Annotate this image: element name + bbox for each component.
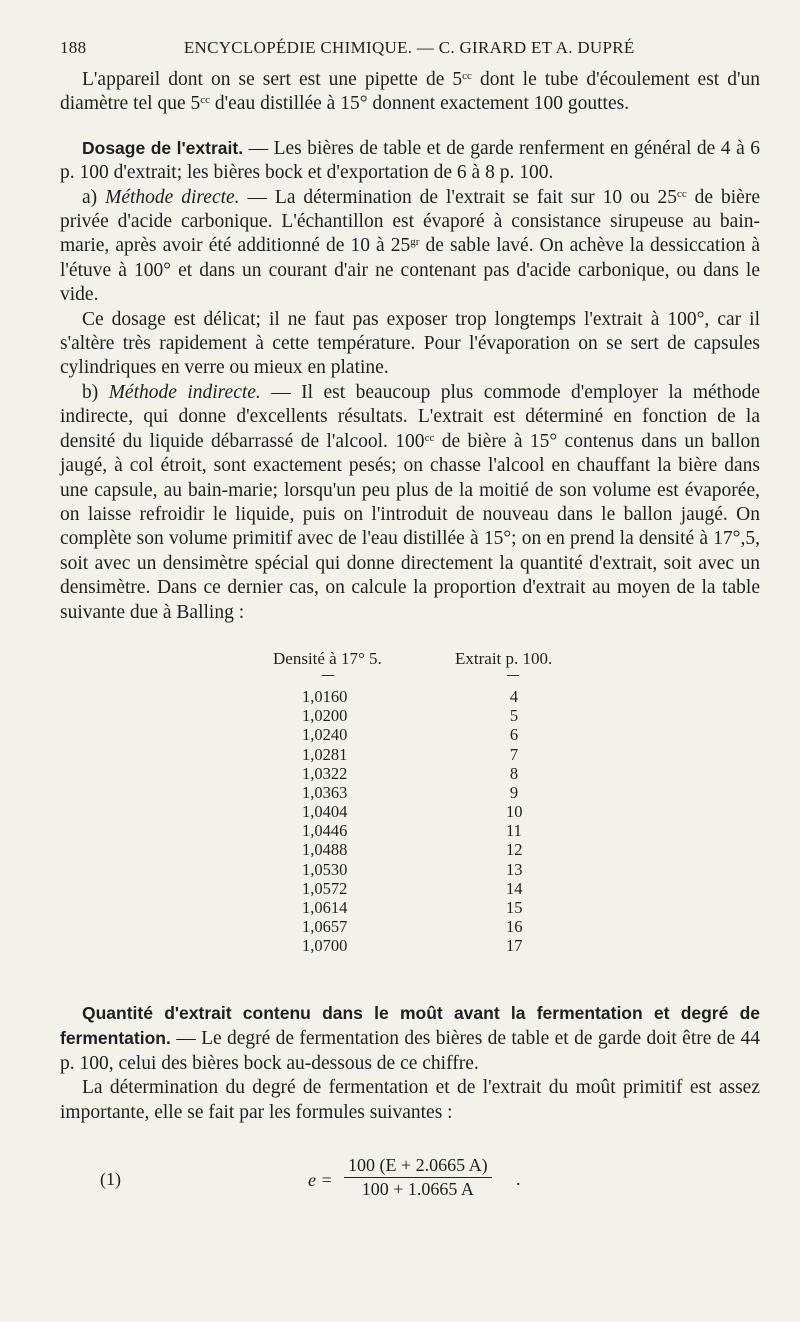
running-title: ENCYCLOPÉDIE CHIMIQUE. — C. GIRARD ET A. DUPRÉ [183,38,635,57]
formula-fraction [344,1155,492,1200]
table-row [60,745,760,764]
extract-value: 11 [506,821,522,841]
density-value: 1,0446 [302,821,348,841]
extract-value: 6 [509,725,519,745]
extract-value: 14 [506,878,523,898]
density-value: 1,0404 [302,802,348,822]
table-header-density: Densité à 17° 5. [273,648,382,668]
table-body [60,687,760,956]
table-row [60,706,760,725]
paragraph-quantite-extrait: Quantité d'extrait contenu dans le moût avant la fermentation et degré de fermentation. — Le degré de fermentation des bières de table et de garde doit être de 44 p. 100, celui des bières bock au-dessous de ce chiffre. [60,1002,760,1074]
page-number: 188 [60,38,87,57]
paragraph-methode-indirecte: b) Méthode indirecte. — Il est beaucoup plus commode d'employer la méthode indirecte, qui donne d'excellents résultats. L'extrait est déterminé en fonction de la densité du liquide débarrassé de l'alcool. $100^{cc}$ de bière à 15° contenus dans un ballon jaugé, à col étroit, sont exactement pesés; on chasse l'alcool en chauffant la bière dans une capsule, au bain-marie; lorsqu'un peu plus de la moitié de son volume est évaporée, on laisse refroidir le liquide, puis on l'introduit de nouveau dans le ballon jaugé. On complète son volume primitif avec de l'eau distillée à 15°; on en prend la densité à 17°,5, soit avec un densimètre spécial qui donne directement la quantité d'extrait, soit avec un densimètre. Dans ce dernier cas, on calcule la proportion d'extrait au moyen de la table suivante due à Balling : [60,381,761,623]
density-value: 1,0240 [302,725,348,745]
density-value: 1,0657 [302,917,348,937]
table-row [60,687,760,706]
table-row [60,936,760,955]
formula-number: (1) [100,1168,121,1189]
extract-value: 9 [509,782,519,802]
paragraph-methode-directe: a) Méthode directe. — La détermination de l'extrait se fait sur 10 ou $25^{cc}$ de bière privée d'acide carbonique. L'échantillon est évaporé à consistance sirupeuse au bain-marie, après avoir été additionné de 10 à $25^{gr}$ de sable lavé. On achève la dessiccation à l'étuve à 100° et dans un courant d'air ne contenant pas d'acide carbonique, ou dans le vide. [60,186,760,306]
table-row [60,783,760,802]
extract-value: 16 [506,917,523,937]
table-row [60,840,760,859]
density-value: 1,0488 [302,840,348,860]
table-row [60,898,760,917]
extract-value: 10 [506,802,523,822]
table-row [60,860,760,879]
density-value: 1,0572 [302,878,348,898]
formula-1 [60,1155,760,1205]
density-value: 1,0281 [302,744,348,764]
table-row [60,917,760,936]
table-header-rule [507,675,519,676]
extract-value: 15 [506,898,523,917]
formula-end: . [516,1168,521,1189]
table-row [60,764,760,783]
table-row [60,821,760,840]
running-header [60,38,760,58]
extract-value: 17 [506,936,523,956]
extract-value: 8 [509,763,519,783]
table-header-extract: Extrait p. 100. [455,648,553,668]
page [60,38,760,1205]
extract-value: 4 [509,686,519,706]
density-value: 1,0160 [302,686,348,706]
table-row [60,725,760,744]
table-row [60,802,760,821]
balling-table [60,649,760,971]
paragraph-dosage-extrait: Dosage de l'extrait. — Les bières de table et de garde renferment en général de 4 à 6 p. 100 d'extrait; les bières bock et d'exportation de 6 à 8 p. 100. [60,137,760,184]
paragraph-pipette: L'appareil dont on se sert est une pipette de $5^{cc}$ dont le tube d'écoulement est d'un diamètre tel que $5^{cc}$ d'eau distillée à 15° donnent exactement 100 gouttes. [60,69,760,115]
density-value: 1,0614 [302,898,348,917]
section-heading-dosage: Dosage de l'extrait. [82,137,244,158]
table-row [60,879,760,898]
density-value: 1,0363 [302,782,348,802]
extract-value: 12 [506,840,523,860]
density-value: 1,0530 [302,859,348,879]
formula-lhs: e = [308,1169,333,1190]
table-header-rule [322,675,334,676]
formula-numerator: 100 (E + 2.0665 A) [344,1155,492,1178]
formula-denominator: 100 + 1.0665 A [361,1178,474,1199]
density-value: 1,0322 [302,763,348,783]
method-title-indirecte: Méthode indirecte. [108,381,261,403]
section-heading-quantite: Quantité d'extrait contenu dans le moût avant la fermentation et degré de fermentation. [60,1002,760,1049]
density-value: 1,0700 [302,936,348,956]
paragraph-determination: La détermination du degré de fermentation et de l'extrait du moût primitif est assez importante, elle se fait par les formules suivantes : [60,1077,760,1123]
paragraph-dosage-delicat: Ce dosage est délicat; il ne faut pas exposer trop longtemps l'extrait à 100°, car il s'altère très rapidement à cette température. Pour l'évaporation on se sert de capsules cylindriques en verre ou mieux en platine. [60,308,760,379]
extract-value: 13 [506,859,523,879]
method-title-directe: Méthode directe. [105,186,240,208]
extract-value: 5 [509,706,519,726]
density-value: 1,0200 [302,706,348,726]
extract-value: 7 [509,744,519,764]
